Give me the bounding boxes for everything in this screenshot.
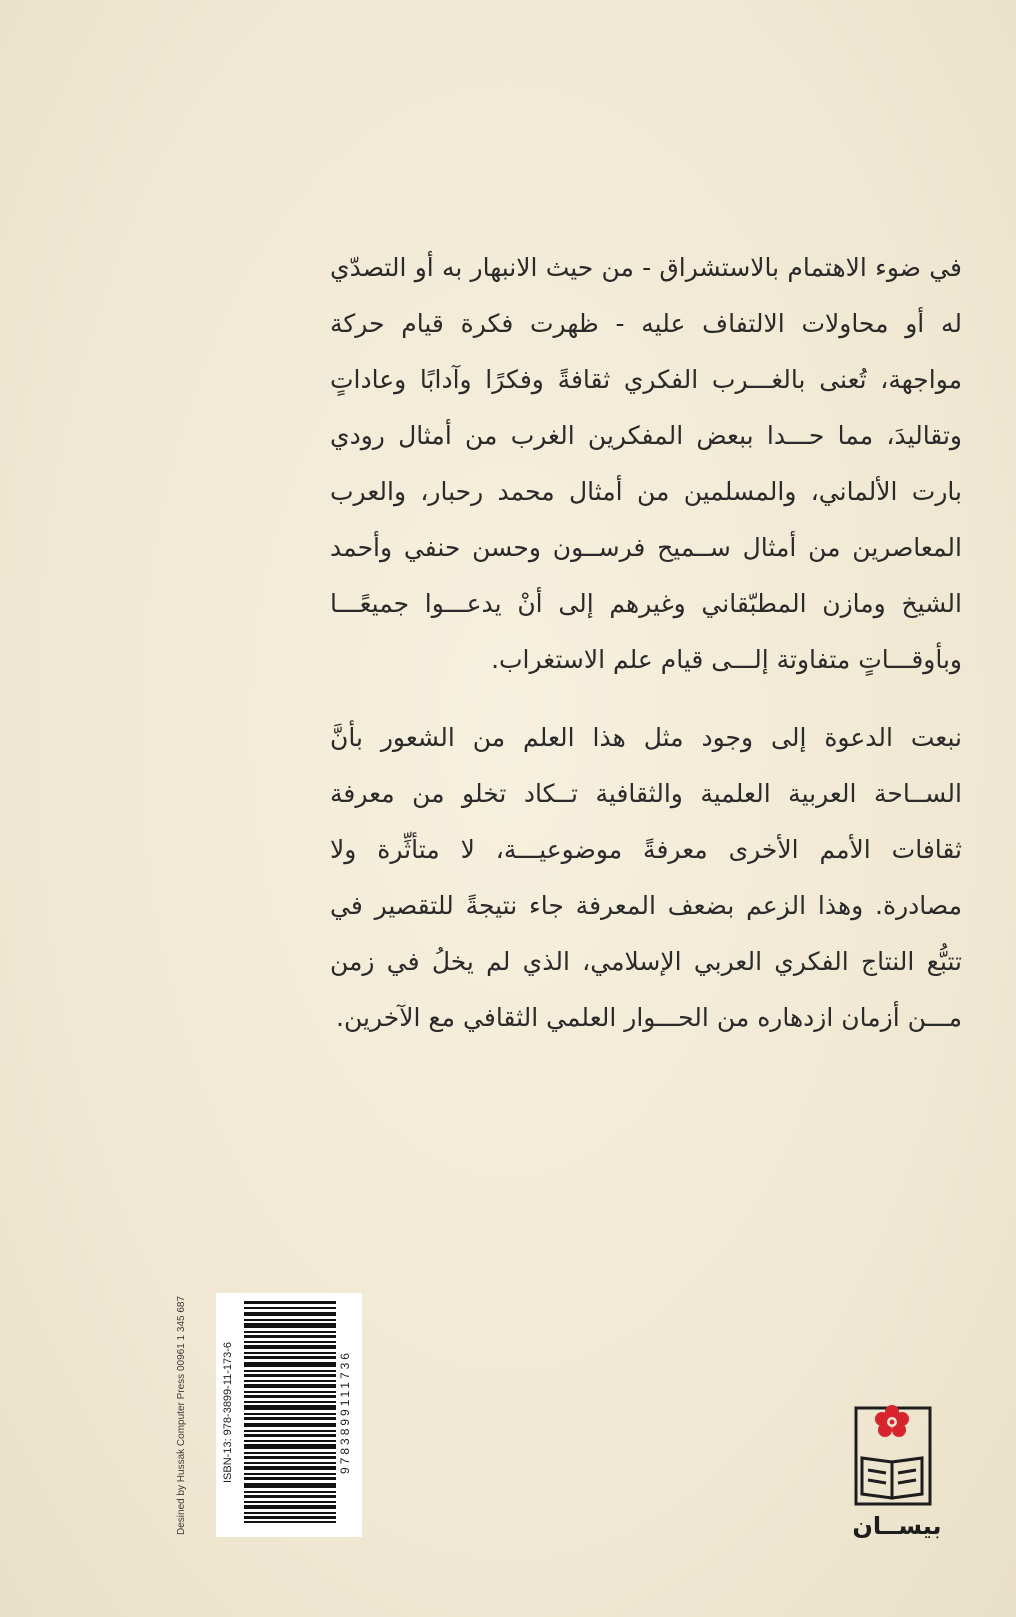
publisher-logo — [852, 1398, 942, 1548]
barcode-label — [216, 1293, 362, 1537]
publisher-emblem-icon — [852, 1398, 942, 1510]
flower-icon — [875, 1405, 909, 1437]
blurb-paragraph-1: في ضوء الاهتمام بالاستشراق - من حيث الانبهار به أو التصدّي له أو محاولات الالتفاف عليه - ظهرت فكرة قيام حركة مواجهة، تُعنى بالغـــرب الفكري ثقافةً وفكرًا وآدابًا وعاداتٍ وتقاليدَ، مما حـــدا ببعض المفكرين الغرب من أمثال رودي بارت الألماني، والمسلمين من أمثال محمد رحبار، والعرب المعاصرين من أمثال ســميح فرســون وحسن حنفي وأحمد الشيخ ومازن المطبّقاني وغيرهم إلى أنْ يدعـــوا جميعًـــا وبأوقـــاتٍ متفاوتة إلـــى قيام علم الاستغراب. — [330, 253, 962, 674]
back-cover-blurb — [330, 240, 962, 1046]
barcode-strip — [176, 1293, 362, 1537]
designer-credit: Desined by Hussak Computer Press 00961 1 345 687 — [176, 1295, 187, 1535]
barcode-digits: 9783899111736 — [338, 1350, 352, 1474]
blurb-paragraph-2: نبعت الدعوة إلى وجود مثل هذا العلم من الشعور بأنَّ الســاحة العربية العلمية والثقافية تــكاد تخلو من معرفة ثقافات الأمم الأخرى معرفةً موضوعيـــة، لا متأثِّرة ولا مصادرة. وهذا الزعم بضعف المعرفة جاء نتيجةً للتقصير في تتبُّع النتاج الفكري العربي الإسلامي، الذي لم يخلُ في زمن مـــن أزمان ازدهاره من الحـــوار العلمي الثقافي مع الآخرين. — [330, 723, 962, 1032]
publisher-name: بيســان — [852, 1512, 942, 1540]
barcode-bars — [244, 1301, 336, 1523]
isbn-text: ISBN-13: 978-3899-11-173-6 — [222, 1341, 234, 1483]
